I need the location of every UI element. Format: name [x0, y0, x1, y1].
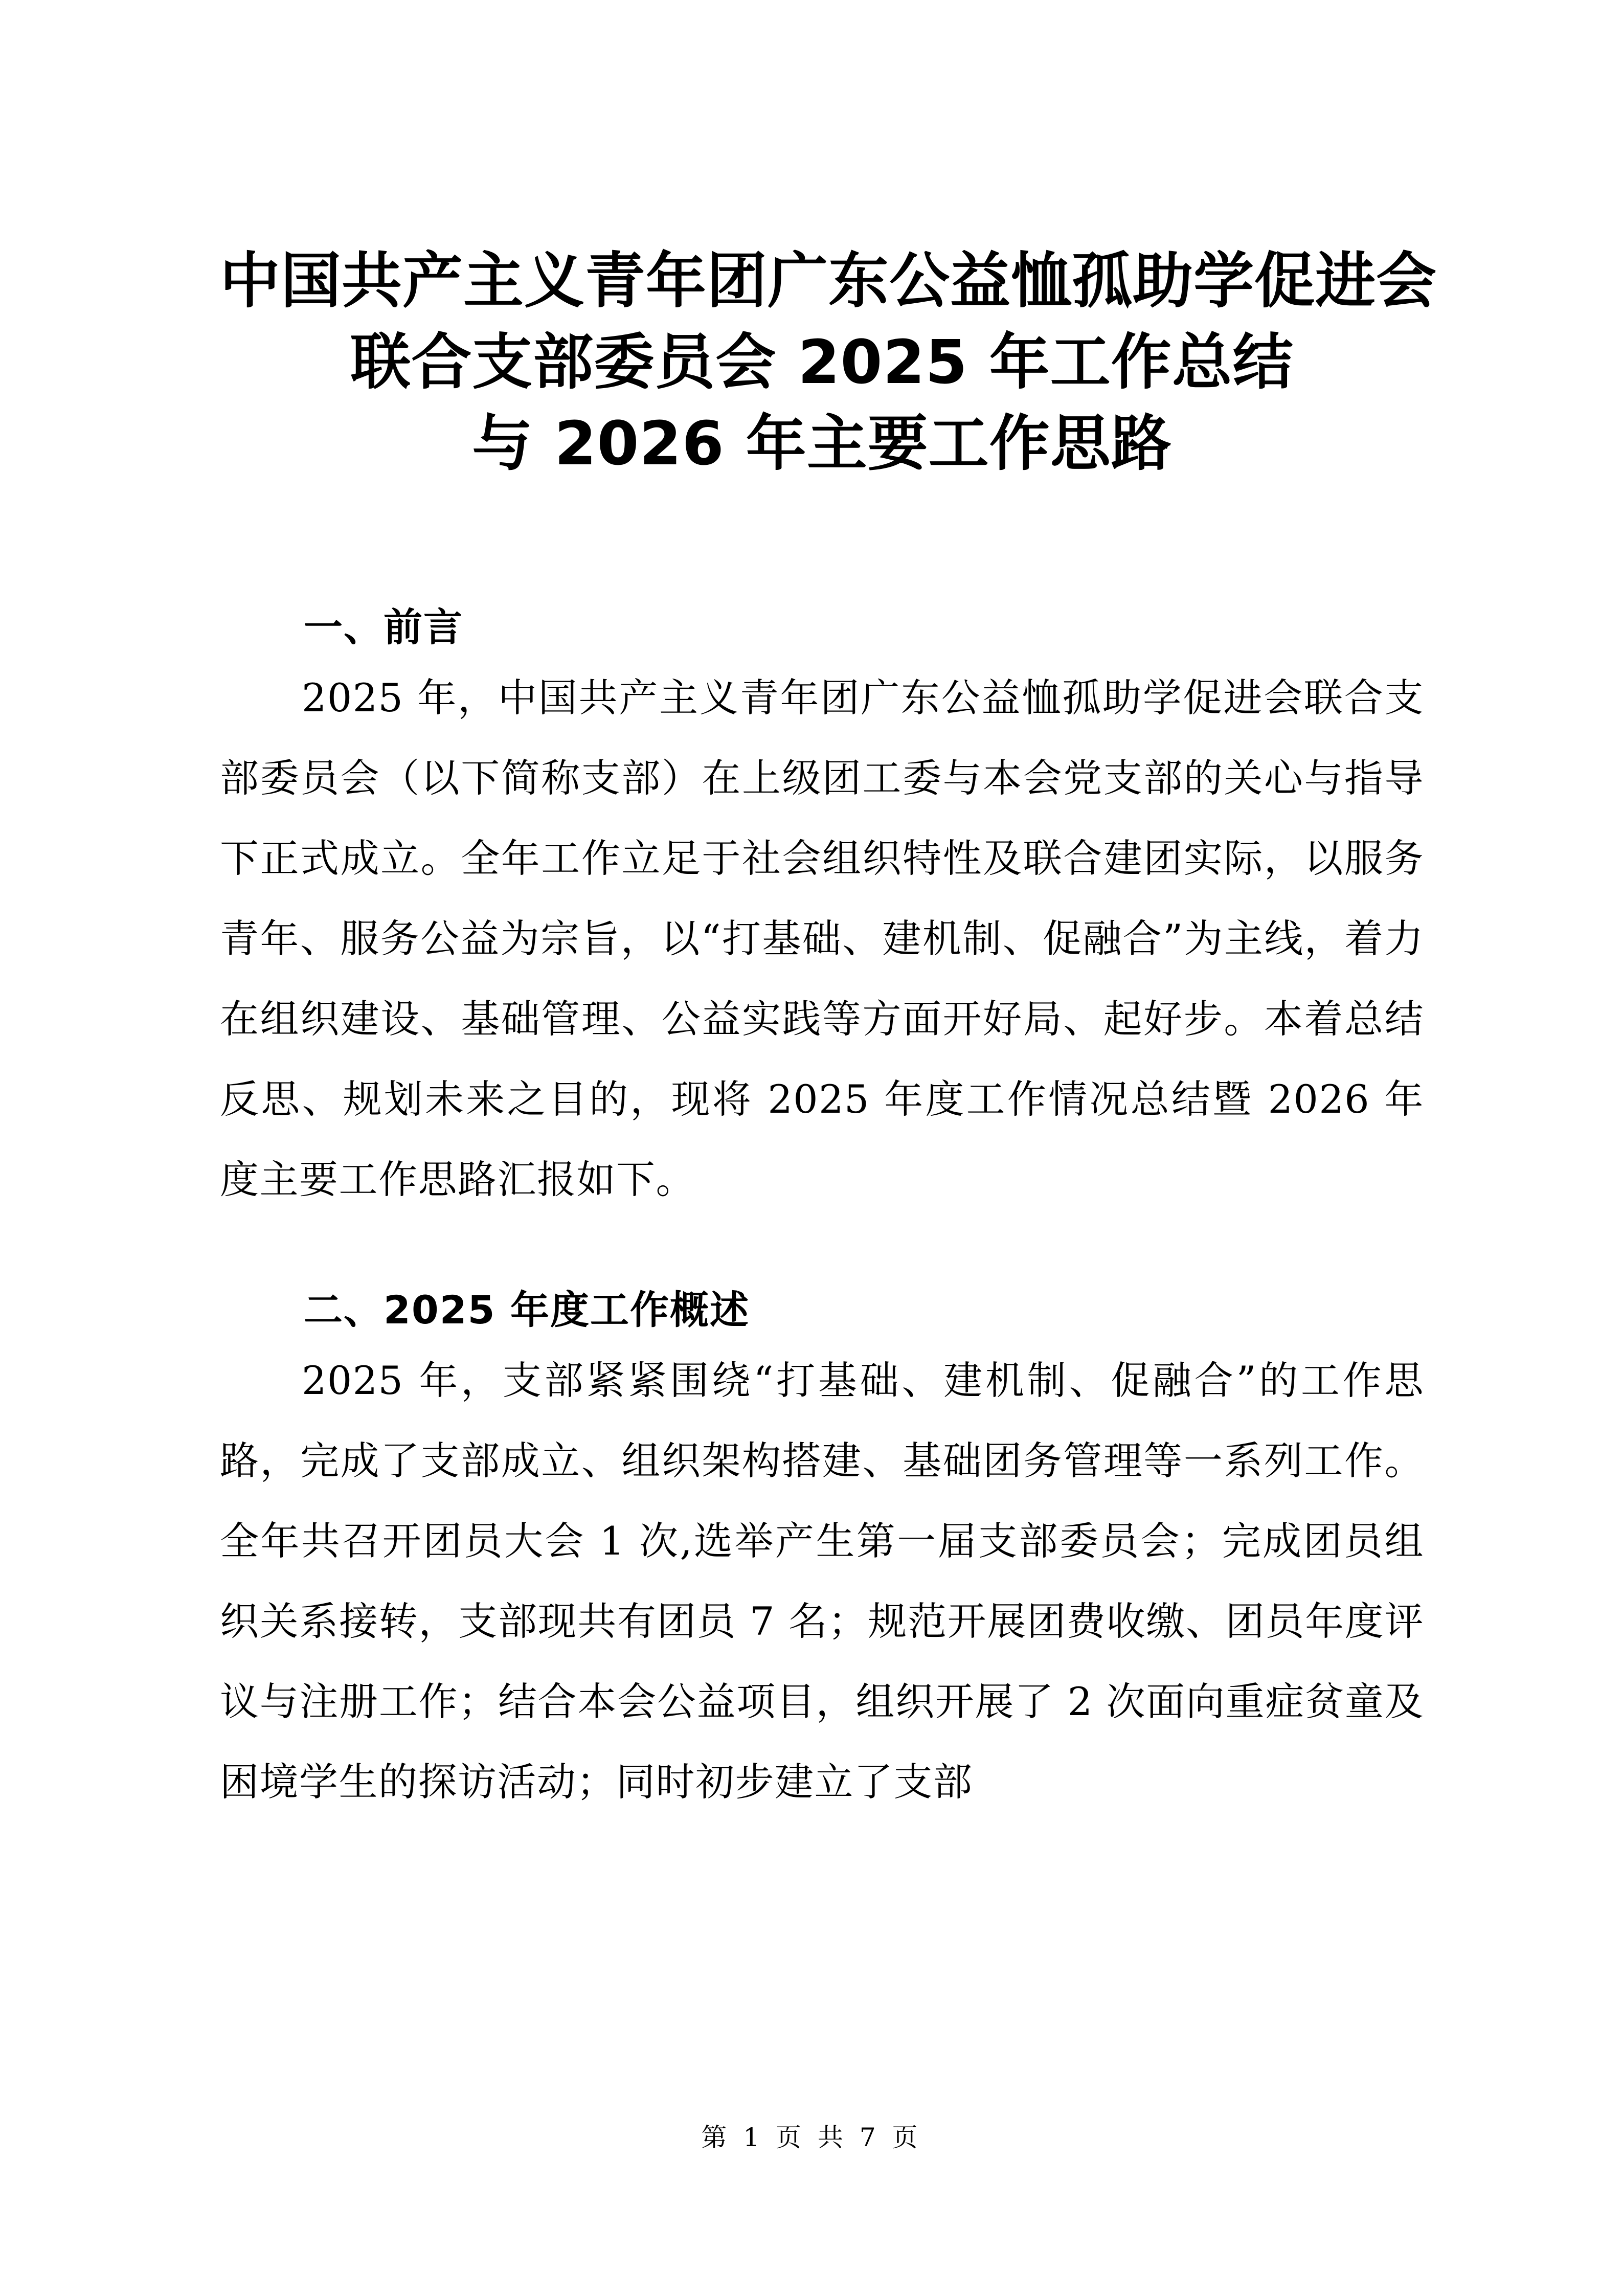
section-heading-overview: 二、2025 年度工作概述	[304, 1287, 750, 1333]
section-spacer	[220, 1220, 1424, 1280]
title-line-1: 中国共产主义青年团广东公益恤孤助学促进会	[220, 245, 1437, 316]
page-footer	[0, 2117, 1623, 2154]
section-paragraph-overview: 2025 年，支部紧紧围绕“打基础、建机制、促融合”的工作思路，完成了支部成立、组织架构搭建、基础团务管理等一系列工作。全年共召开团员大会 1 次,选举产生第一届支部委员会；完成团员组织关系接转，支部现共有团员 7 名；规范开展团费收缴、团员年度评议与注册工作；结合本会公益项目，组织开展了 2 次面向重症贫童及困境学生的探访活动；同时初步建立了支部	[220, 1358, 1424, 1805]
section-paragraph-preface: 2025 年，中国共产主义青年团广东公益恤孤助学促进会联合支部委员会（以下简称支部）在上级团工委与本会党支部的关心与指导下正式成立。全年工作立足于社会组织特性及联合建团实际，以服务青年、服务公益为宗旨，以“打基础、建机制、促融合”为主线，着力在组织建设、基础管理、公益实践等方面开好局、起好步。本着总结反思、规划未来之目的，现将 2025 年度工作情况总结暨 2026 年度主要工作思路汇报如下。	[220, 675, 1424, 1202]
document-body	[220, 597, 1424, 1822]
title-line-2: 联合支部委员会 2025 年工作总结	[350, 327, 1294, 397]
page-number-label: 第 1 页 共 7 页	[701, 2123, 922, 2152]
title-line-3: 与 2026 年主要工作思路	[472, 408, 1172, 479]
document-title	[220, 240, 1437, 484]
section-heading-preface: 一、前言	[304, 604, 463, 650]
